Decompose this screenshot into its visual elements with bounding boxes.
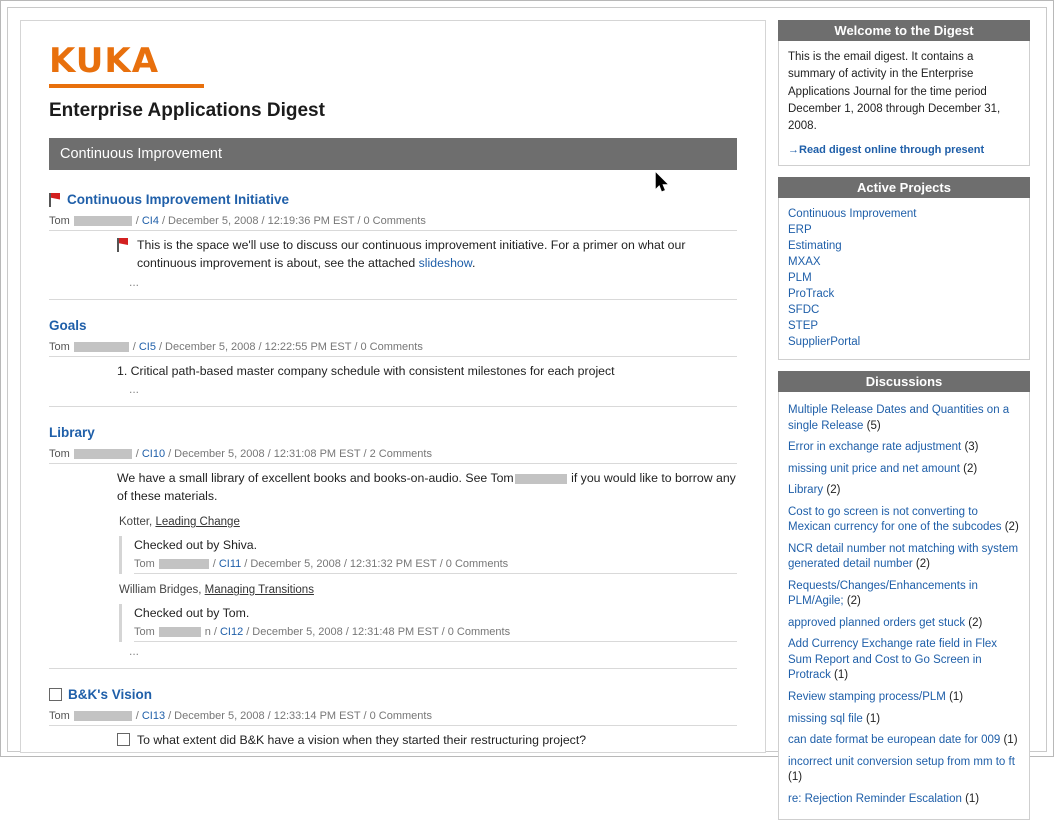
checkbox-icon[interactable] bbox=[117, 733, 130, 746]
meta-sep: / bbox=[168, 448, 172, 461]
meta-sep: / bbox=[212, 558, 216, 571]
entry-meta bbox=[49, 341, 737, 357]
digest-main-column bbox=[20, 20, 766, 753]
entry-more-ellipsis[interactable]: ... bbox=[129, 644, 140, 659]
entry-meta bbox=[49, 710, 737, 726]
discussion-count: (1) bbox=[949, 690, 964, 703]
entry-meta bbox=[49, 448, 737, 464]
meta-sep: / bbox=[363, 448, 367, 461]
discussion-item[interactable] bbox=[788, 730, 1020, 752]
entry-comments: 0 Comments bbox=[360, 340, 423, 353]
redacted-name bbox=[159, 559, 209, 569]
meta-sep: / bbox=[258, 340, 262, 353]
panel-active-projects bbox=[778, 177, 1030, 360]
sidebar bbox=[778, 20, 1030, 805]
meta-sep: / bbox=[343, 558, 347, 571]
discussion-label[interactable]: re: Rejection Reminder Escalation bbox=[788, 792, 962, 805]
discussion-item[interactable] bbox=[788, 480, 1020, 502]
discussion-count: (2) bbox=[846, 595, 861, 608]
redacted-name bbox=[74, 216, 132, 226]
meta-sep: / bbox=[213, 626, 217, 639]
meta-sep: / bbox=[161, 215, 166, 227]
discussion-label[interactable]: Add Currency Exchange rate field in Flex Sum Report and Cost to Go Screen in Protrack bbox=[788, 638, 998, 682]
discussion-item[interactable] bbox=[788, 613, 1020, 635]
comment-meta bbox=[134, 626, 737, 642]
project-link-estimating[interactable]: Estimating bbox=[788, 240, 842, 253]
entry-body bbox=[49, 231, 737, 273]
browser-content-frame bbox=[7, 7, 1047, 805]
entry-body-text: To what extent did B&K have a vision when they started their restructuring project? bbox=[137, 733, 587, 748]
library-item-1 bbox=[49, 506, 737, 528]
kuka-logo bbox=[49, 41, 765, 88]
discussion-count: (2) bbox=[826, 484, 841, 497]
meta-sep: / bbox=[168, 710, 172, 723]
entry-date: December 5, 2008 bbox=[165, 340, 256, 353]
project-link-protrack[interactable]: ProTrack bbox=[788, 288, 835, 301]
discussion-label[interactable]: missing sql file bbox=[788, 712, 863, 725]
meta-sep: / bbox=[261, 215, 265, 227]
entry-title-link[interactable]: Continuous Improvement Initiative bbox=[67, 192, 290, 207]
meta-sep: / bbox=[439, 558, 443, 571]
discussion-item[interactable] bbox=[788, 634, 1020, 687]
redacted-name bbox=[74, 449, 132, 459]
entry-body bbox=[49, 726, 737, 750]
comment-count: 0 Comments bbox=[445, 558, 509, 571]
entry-body-text-end: . bbox=[471, 255, 476, 270]
comment-time: 12:31:32 PM EST bbox=[349, 558, 437, 571]
kuka-logo-text: KUKA bbox=[49, 41, 160, 81]
entry-time: 12:33:14 PM EST bbox=[273, 710, 361, 723]
project-link-sfdc[interactable]: SFDC bbox=[788, 304, 820, 317]
comment-date: December 5, 2008 bbox=[252, 626, 343, 639]
section-band-continuous-improvement: Continuous Improvement bbox=[49, 138, 737, 170]
discussion-count: (2) bbox=[915, 558, 930, 571]
discussion-label[interactable]: Requests/Changes/Enhancements in PLM/Agile; bbox=[788, 579, 978, 608]
discussion-item[interactable] bbox=[788, 687, 1020, 709]
entry-title-row[interactable] bbox=[49, 192, 737, 207]
meta-sep: / bbox=[345, 626, 349, 639]
comment-meta bbox=[134, 558, 737, 574]
comment-date: December 5, 2008 bbox=[250, 558, 341, 571]
meta-sep: / bbox=[135, 710, 139, 723]
entry-author: Tom bbox=[49, 215, 70, 227]
read-digest-online-link[interactable]: →Read digest online through present bbox=[788, 144, 985, 157]
discussion-item[interactable] bbox=[788, 539, 1020, 576]
checkbox-icon[interactable] bbox=[49, 688, 62, 701]
discussion-count: (1) bbox=[965, 792, 980, 805]
project-link-erp[interactable]: ERP bbox=[788, 224, 812, 237]
entry-comments: 0 Comments bbox=[363, 215, 426, 227]
panel-active-projects-heading: Active Projects bbox=[778, 177, 1030, 198]
project-link-step[interactable]: STEP bbox=[788, 320, 819, 333]
entry-title-link[interactable]: Library bbox=[49, 425, 95, 441]
redacted-name bbox=[159, 627, 201, 637]
discussion-count: (3) bbox=[964, 441, 979, 454]
comment-count: 0 Comments bbox=[447, 626, 511, 639]
meta-sep: / bbox=[135, 215, 139, 227]
entry-body-text: We have a small library of excellent books and books-on-audio. See Tom bbox=[117, 471, 514, 486]
entry-id-link[interactable]: CI10 bbox=[141, 448, 166, 461]
comment-text: Checked out by Tom. bbox=[134, 606, 250, 621]
discussion-count: (2) bbox=[968, 616, 983, 629]
entry-id-link[interactable]: CI4 bbox=[141, 215, 159, 227]
project-link-plm[interactable]: PLM bbox=[788, 272, 812, 285]
library-item-author: Kotter, bbox=[119, 516, 156, 529]
discussion-count: (1) bbox=[834, 669, 849, 682]
discussion-count: (1) bbox=[865, 712, 881, 725]
entry-date: December 5, 2008 bbox=[174, 448, 265, 461]
meta-sep: / bbox=[158, 340, 163, 353]
discussion-label[interactable]: Library bbox=[788, 484, 824, 497]
meta-sep: / bbox=[357, 215, 361, 227]
comment-author: Tom bbox=[134, 558, 155, 571]
meta-sep: / bbox=[363, 710, 367, 723]
entry-bk-vision bbox=[49, 687, 737, 750]
discussion-count: (1) bbox=[1003, 734, 1018, 747]
panel-welcome bbox=[778, 20, 1030, 166]
entry-title-row[interactable] bbox=[49, 687, 737, 702]
active-projects-list bbox=[778, 198, 1030, 360]
meta-sep: / bbox=[267, 710, 271, 723]
meta-sep: / bbox=[244, 558, 248, 571]
meta-sep: / bbox=[135, 448, 139, 461]
discussion-label[interactable]: can date format be european date for 009 bbox=[788, 734, 1001, 747]
discussion-item[interactable] bbox=[788, 400, 1020, 437]
redacted-name bbox=[74, 711, 132, 721]
entry-list bbox=[21, 192, 765, 750]
library-item-title-link[interactable]: Leading Change bbox=[155, 516, 240, 529]
comment-id-link[interactable]: CI12 bbox=[219, 626, 244, 639]
entry-author: Tom bbox=[49, 710, 70, 723]
entry-separator bbox=[49, 406, 737, 407]
redacted-name bbox=[515, 474, 567, 484]
entry-date: December 5, 2008 bbox=[174, 710, 265, 723]
discussion-item[interactable] bbox=[788, 502, 1020, 539]
discussion-label[interactable]: Review stamping process/PLM bbox=[788, 690, 946, 703]
discussion-count: (5) bbox=[866, 419, 881, 432]
project-link-mxax[interactable]: MXAX bbox=[788, 256, 821, 269]
comment-id-link[interactable]: CI11 bbox=[218, 558, 242, 571]
discussion-count: (1) bbox=[788, 771, 803, 784]
entry-body bbox=[49, 357, 737, 381]
meta-sep: / bbox=[354, 340, 358, 353]
comment-author-suffix: n bbox=[204, 626, 211, 639]
entry-author: Tom bbox=[49, 340, 70, 353]
meta-sep: / bbox=[246, 626, 250, 639]
discussion-label[interactable]: incorrect unit conversion setup from mm to ft bbox=[788, 755, 1015, 768]
entry-body-text-end: if you would like to borrow any of these materials. bbox=[117, 471, 736, 504]
welcome-text: This is the email digest. It contains a summary of activity in the Enterprise Applications Journal for the time period December 1, 2008 through December 31, 2008. bbox=[788, 51, 1001, 132]
page-title: Enterprise Applications Digest bbox=[49, 100, 325, 121]
discussion-count: (2) bbox=[1004, 521, 1019, 534]
library-item-title-link[interactable]: Managing Transitions bbox=[204, 584, 314, 597]
panel-discussions bbox=[778, 371, 1030, 820]
comment-block bbox=[119, 604, 737, 642]
entry-body-text: 1. Critical path-based master company schedule with consistent milestones for each project bbox=[117, 363, 615, 378]
meta-sep: / bbox=[267, 448, 271, 461]
entry-title-link[interactable]: Goals bbox=[49, 317, 87, 333]
discussion-item[interactable] bbox=[788, 789, 1020, 811]
discussions-list bbox=[778, 392, 1030, 820]
panel-welcome-heading: Welcome to the Digest bbox=[778, 20, 1030, 41]
library-item-author: William Bridges, bbox=[119, 584, 205, 597]
entry-separator bbox=[49, 299, 737, 300]
panel-discussions-heading: Discussions bbox=[778, 371, 1030, 392]
flag-icon bbox=[49, 193, 61, 207]
comment-text: Checked out by Shiva. bbox=[134, 538, 258, 553]
flag-icon bbox=[117, 238, 129, 252]
slideshow-link[interactable]: slideshow bbox=[418, 255, 472, 270]
discussion-item[interactable] bbox=[788, 437, 1020, 459]
discussion-item[interactable] bbox=[788, 709, 1020, 731]
entry-id-link[interactable]: CI13 bbox=[141, 710, 166, 723]
project-link-supplierportal[interactable]: SupplierPortal bbox=[788, 336, 861, 349]
discussion-label[interactable]: Multiple Release Dates and Quantities on a single Release bbox=[788, 404, 1010, 432]
discussion-label[interactable]: NCR detail number not matching with system generated detail number bbox=[788, 542, 1019, 571]
discussion-count: (2) bbox=[963, 462, 978, 475]
discussion-item[interactable] bbox=[788, 576, 1020, 613]
entry-time: 12:19:36 PM EST bbox=[267, 215, 355, 227]
comment-author: Tom bbox=[134, 626, 155, 639]
meta-sep: / bbox=[441, 626, 445, 639]
entry-author: Tom bbox=[49, 448, 70, 461]
discussion-label[interactable]: Cost to go screen is not converting to Mexican currency for one of the subcodes bbox=[788, 505, 1002, 534]
entry-comments: 2 Comments bbox=[369, 448, 432, 461]
entry-library bbox=[49, 425, 737, 669]
entry-title-row[interactable] bbox=[49, 318, 737, 333]
library-item-2 bbox=[49, 574, 737, 596]
entry-id-link[interactable]: CI5 bbox=[138, 340, 156, 353]
entry-time: 12:22:55 PM EST bbox=[264, 340, 352, 353]
meta-sep: / bbox=[132, 340, 136, 353]
entry-continuous-improvement-initiative bbox=[49, 192, 737, 300]
entry-more-ellipsis[interactable]: ... bbox=[129, 274, 140, 289]
entry-comments: 0 Comments bbox=[369, 710, 432, 723]
discussion-item[interactable] bbox=[788, 752, 1020, 789]
entry-title-link[interactable]: B&K's Vision bbox=[68, 687, 152, 703]
discussion-label[interactable]: Error in exchange rate adjustment bbox=[788, 441, 962, 454]
entry-time: 12:31:08 PM EST bbox=[273, 448, 361, 461]
entry-body bbox=[49, 464, 737, 506]
discussion-label[interactable]: approved planned orders get stuck bbox=[788, 616, 966, 629]
entry-date: December 5, 2008 bbox=[168, 215, 259, 227]
discussion-item[interactable] bbox=[788, 459, 1020, 481]
entry-separator bbox=[49, 668, 737, 669]
entry-goals bbox=[49, 318, 737, 408]
entry-more-ellipsis[interactable]: ... bbox=[129, 382, 140, 397]
panel-welcome-body bbox=[778, 41, 1030, 166]
entry-title-row[interactable] bbox=[49, 425, 737, 440]
redacted-name bbox=[74, 342, 129, 352]
comment-block bbox=[119, 536, 737, 574]
comment-time: 12:31:48 PM EST bbox=[351, 626, 439, 639]
project-link-continuous-improvement[interactable]: Continuous Improvement bbox=[788, 208, 917, 221]
kuka-logo-bar bbox=[49, 84, 204, 88]
discussion-label[interactable]: missing unit price and net amount bbox=[788, 462, 960, 475]
entry-body-text: This is the space we'll use to discuss our continuous improvement initiative. For a primer on what our continuous improvement is about, see the attached bbox=[137, 238, 686, 270]
entry-meta bbox=[49, 215, 737, 231]
